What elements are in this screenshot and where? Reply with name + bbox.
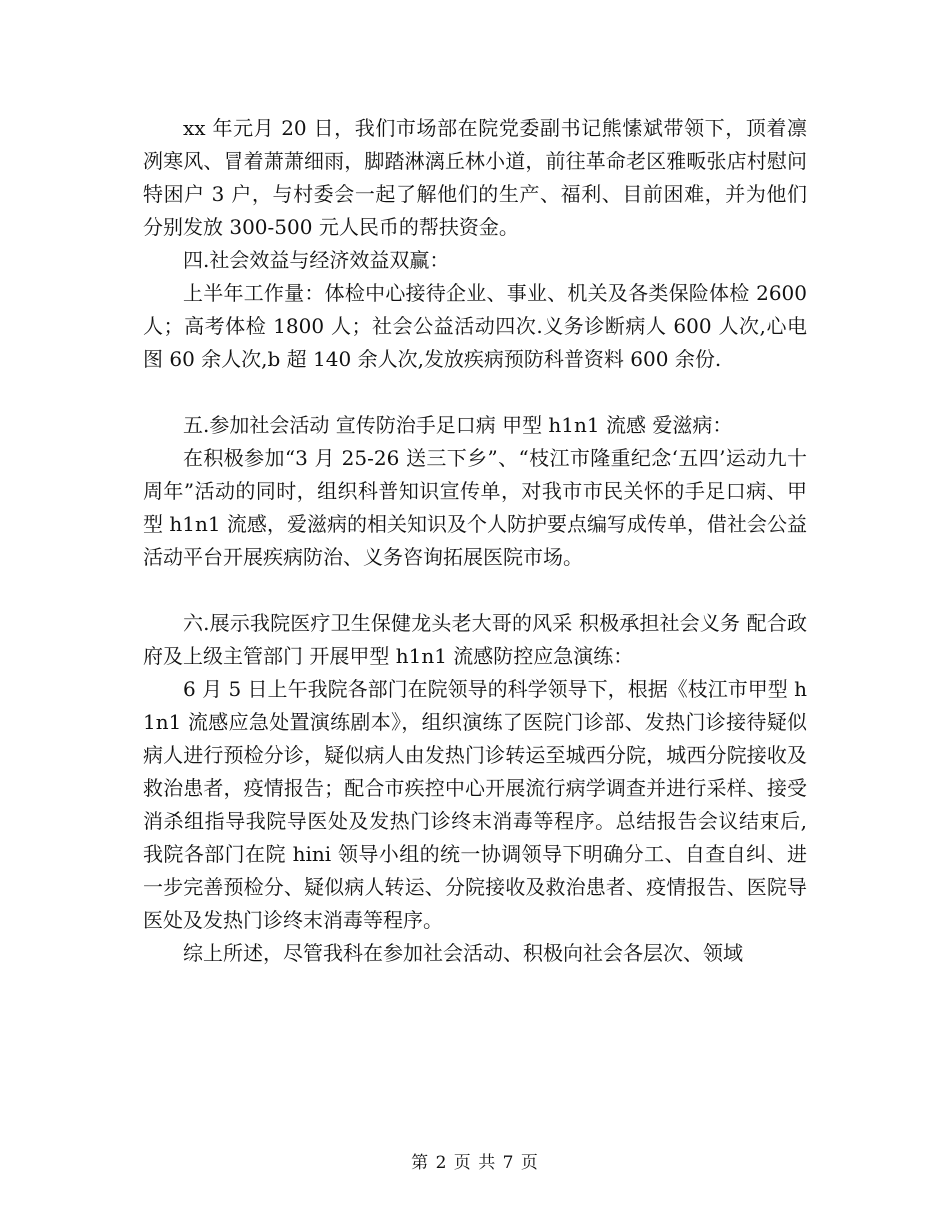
paragraph-spacer (143, 574, 807, 607)
document-body (143, 112, 807, 970)
paragraph-health-promotion: 在积极参加“3 月 25-26 送三下乡”、“枝江市隆重纪念‘五四’运动九十周年”活动的同时，组织科普知识宣传单，对我市市民关怀的手足口病、甲型 h1n1 流感，爱滋病的相关知识及个人防护要点编写成传单，借社会公益活动平台开展疾病防治、义务咨询拓展医院市场。 (143, 446, 807, 569)
paragraph-summary: 综上所述，尽管我科在参加社会活动、积极向社会各层次、领域 (183, 941, 743, 965)
page-number-footer: 第 2 页 共 7 页 (411, 1153, 539, 1173)
paragraph-drill-details: 6 月 5 日上午我院各部门在院领导的科学领导下，根据《枝江市甲型 h1n1 流感应急处置演练剧本》，组织演练了医院门诊部、发热门诊接待疑似病人进行预检分诊，疑似病人由发热门诊转运至城西分院，城西分院接收及救治患者，疫情报告；配合市疾控中心开展流行病学调查并进行采样、接受消杀组指导我院导医处及发热门诊终末消毒等程序。总结报告会议结束后,我院各部门在院 hini 领导小组的统一协调领导下明确分工、自查自纠、进一步完善预检分、疑似病人转运、分院接收及救治患者、疫情报告、医院导医处及发热门诊终末消毒等程序。 (143, 677, 807, 932)
section-heading-social-activities: 五.参加社会活动 宣传防治手足口病 甲型 h1n1 流感 爱滋病： (183, 413, 733, 437)
paragraph-workload: 上半年工作量：体检中心接待企业、事业、机关及各类保险体检 2600 人；高考体检 1800 人；社会公益活动四次.义务诊断病人 600 人次,心电图 60 余人次,b 超 140 余人次,发放疾病预防科普资料 600 余份. (143, 281, 807, 371)
section-heading-benefits: 四.社会效益与经济效益双赢： (183, 248, 450, 272)
section-heading-emergency-drill: 六.展示我院医疗卫生保健龙头老大哥的风采 积极承担社会义务 配合政府及上级主管部门 开展甲型 h1n1 流感防控应急演练： (143, 611, 807, 668)
paragraph-visit-report: xx 年元月 20 日，我们市场部在院党委副书记熊愫斌带领下，顶着凛冽寒风、冒着萧萧细雨，脚踏淋漓丘林小道，前往革命老区雅畈张店村慰问特困户 3 户，与村委会一起了解他们的生产、福利、目前困难，并为他们分别发放 300-500 元人民币的帮扶资金。 (143, 116, 807, 239)
paragraph-spacer (143, 376, 807, 409)
